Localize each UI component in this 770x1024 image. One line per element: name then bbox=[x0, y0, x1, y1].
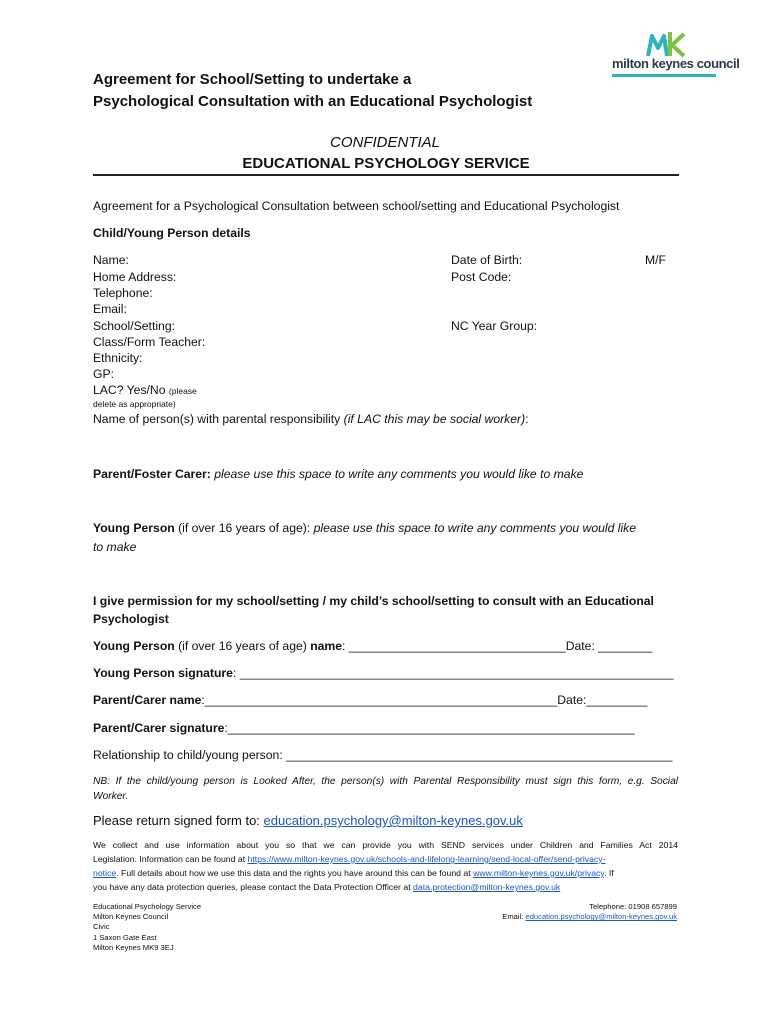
pc-name-blank: :____________________________________________________Date:_________ bbox=[201, 693, 648, 707]
lac-field-label bbox=[93, 383, 197, 397]
parent-carer-signature-line[interactable] bbox=[93, 721, 634, 735]
logo-text: milton keynes council bbox=[612, 56, 740, 71]
pc-name-label: Parent/Carer name bbox=[93, 693, 202, 707]
privacy-line3-text: . Full details about how we use this data and the rights you have around this can be found at bbox=[116, 868, 474, 878]
send-privacy-link-continued[interactable]: notice bbox=[93, 868, 117, 878]
logo-underline bbox=[612, 74, 716, 77]
form-title-line2: Psychological Consultation with an Educational Psychologist bbox=[93, 93, 533, 110]
lac-note: (please bbox=[168, 386, 197, 396]
footer-address-line: 1 Saxon Gate East bbox=[93, 932, 157, 942]
gender-field-label: M/F bbox=[645, 253, 666, 267]
yp-name-blank: : ________________________________Date: ________ bbox=[342, 639, 653, 653]
heading-rule bbox=[93, 174, 679, 176]
privacy-line2 bbox=[93, 852, 678, 867]
privacy-line3-end: . If bbox=[604, 868, 614, 878]
young-comments-text: please use this space to write any comments you would like bbox=[313, 521, 637, 535]
school-field-label: School/Setting: bbox=[93, 319, 175, 333]
yp-signature-label: Young Person signature bbox=[93, 666, 233, 680]
postcode-field-label: Post Code: bbox=[451, 270, 512, 284]
return-instruction bbox=[93, 813, 523, 828]
yp-signature-blank: : ________________________________________________________________ bbox=[232, 666, 674, 680]
parental-prefix: Name of person(s) with parental responsibility bbox=[93, 412, 344, 426]
privacy-line4 bbox=[93, 880, 678, 895]
nc-year-field-label: NC Year Group: bbox=[451, 319, 538, 333]
send-privacy-link[interactable]: https://www.milton-keynes.gov.uk/schools-and-lifelong-learning/send-local-offer/send-privacy- bbox=[247, 854, 606, 864]
young-person-signature-line[interactable] bbox=[93, 666, 674, 680]
confidential-label: CONFIDENTIAL bbox=[329, 134, 440, 151]
pc-signature-blank: :____________________________________________________________ bbox=[224, 721, 635, 735]
child-section-title: Child/Young Person details bbox=[93, 226, 251, 240]
footer-email-line bbox=[502, 912, 677, 922]
teacher-field-label: Class/Form Teacher: bbox=[93, 335, 206, 349]
young-person-comments-prompt bbox=[93, 521, 636, 535]
ethnicity-field-label: Ethnicity: bbox=[93, 351, 143, 365]
data-protection-email-link[interactable]: data.protection@milton-keynes.gov.uk bbox=[413, 882, 561, 892]
footer-address-line: Civic bbox=[93, 922, 110, 932]
parental-suffix: : bbox=[525, 412, 529, 426]
return-label: Please return signed form to: bbox=[93, 813, 264, 828]
young-comments-text-continued: to make bbox=[93, 540, 137, 554]
young-comments-label: Young Person bbox=[93, 521, 175, 535]
footer-address-line: Educational Psychology Service bbox=[93, 902, 202, 911]
parent-carer-name-line[interactable] bbox=[93, 693, 647, 707]
lac-note-continued: delete as appropriate) bbox=[93, 399, 176, 409]
yp-name-word: name bbox=[310, 639, 343, 653]
footer-contact bbox=[502, 902, 677, 922]
lac-question: LAC? Yes/No bbox=[93, 383, 166, 397]
telephone-field-label: Telephone: bbox=[93, 286, 153, 300]
permission-statement-line1: I give permission for my school/setting / my child’s school/setting to consult with an Educational bbox=[93, 594, 654, 608]
privacy-line2-text: Legislation. Information can be found at bbox=[93, 854, 248, 864]
yp-name-age: (if over 16 years of age) bbox=[174, 639, 311, 653]
footer-email-label: Email: bbox=[502, 912, 526, 922]
young-comments-age: (if over 16 years of age): bbox=[174, 521, 314, 535]
pc-signature-label: Parent/Carer signature bbox=[93, 721, 225, 735]
footer-address-line: Milton Keynes Council bbox=[93, 912, 169, 922]
privacy-line3 bbox=[93, 866, 678, 881]
service-name: EDUCATIONAL PSYCHOLOGY SERVICE bbox=[242, 155, 530, 172]
gp-field-label: GP: bbox=[93, 367, 114, 381]
privacy-line4-text: you have any data protection queries, please contact the Data Protection Officer at bbox=[93, 882, 414, 892]
parent-comments-text: please use this space to write any comments you would like to make bbox=[210, 467, 584, 481]
address-field-label: Home Address: bbox=[93, 270, 177, 284]
email-field-label: Email: bbox=[93, 302, 127, 316]
yp-name-label: Young Person bbox=[93, 639, 175, 653]
parental-note: (if LAC this may be social worker) bbox=[343, 412, 526, 426]
nb-note-line2: Worker. bbox=[93, 791, 129, 802]
footer-email-link[interactable]: education.psychology@milton-keynes.gov.uk bbox=[525, 912, 677, 922]
young-person-name-line[interactable] bbox=[93, 639, 652, 653]
privacy-line1: We collect and use information about you so that we can provide you with SEND services under Children and Families Act 2014 bbox=[93, 840, 678, 850]
form-title-line1: Agreement for School/Setting to undertake a bbox=[93, 71, 412, 88]
return-email-link[interactable]: education.psychology@milton-keynes.gov.uk bbox=[263, 813, 523, 828]
dob-field-label: Date of Birth: bbox=[451, 253, 523, 267]
footer-address-line: Milton Keynes MK9 3EJ bbox=[93, 942, 174, 952]
relationship-line[interactable]: Relationship to child/young person: _________________________________________________________ bbox=[93, 748, 673, 762]
intro-text: Agreement for a Psychological Consultation between school/setting and Educational Psychologist bbox=[93, 199, 620, 213]
permission-statement-line2: Psychologist bbox=[93, 612, 169, 626]
footer-telephone: Telephone: 01908 657899 bbox=[589, 902, 677, 911]
name-field-label: Name: bbox=[93, 253, 129, 267]
privacy-policy-link[interactable]: www.milton-keynes.gov.uk/privacy bbox=[473, 868, 605, 878]
footer-address bbox=[93, 902, 201, 953]
parent-comments-prompt bbox=[93, 467, 583, 481]
nb-note-line1: NB: If the child/young person is Looked After, the person(s) with Parental Responsibility must sign this form, e.g. Social bbox=[93, 776, 678, 787]
parental-responsibility-label bbox=[93, 412, 529, 426]
parent-comments-label: Parent/Foster Carer: bbox=[93, 467, 211, 481]
